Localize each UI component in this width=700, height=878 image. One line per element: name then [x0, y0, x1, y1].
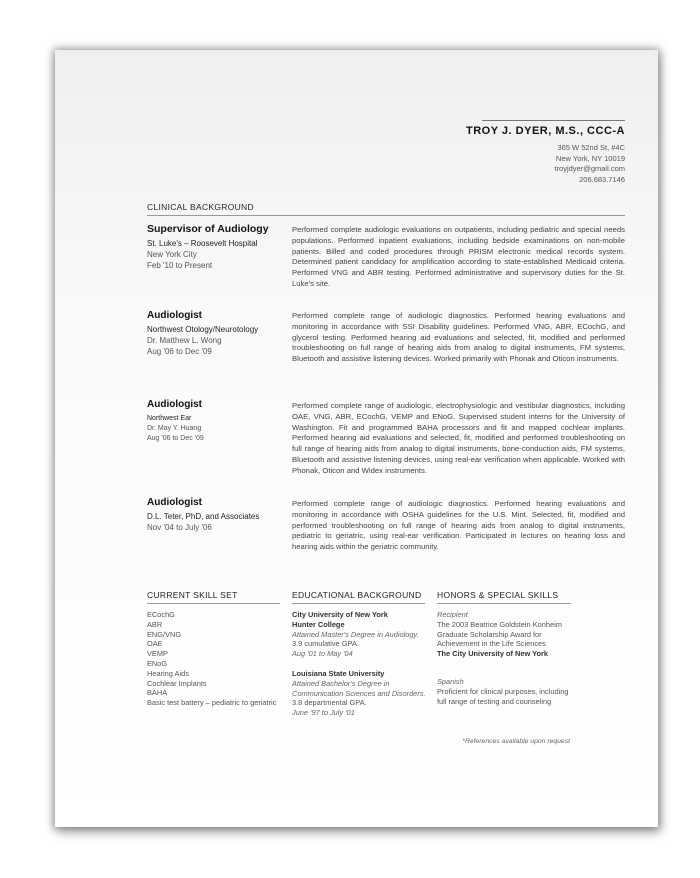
gpa: 3.8 departmental GPA.: [292, 698, 367, 708]
honor-entry-1: [437, 610, 597, 659]
phone: 206.683.7146: [579, 174, 625, 184]
skill-item: OAE: [147, 639, 163, 649]
references-note: *References available upon request: [462, 738, 570, 745]
job-title: Audiologist: [147, 399, 202, 410]
education-section-rule: [292, 603, 425, 604]
honor-line: Achievement in the Life Sciences: [437, 639, 546, 649]
resume-page: [55, 50, 658, 827]
job-description-3: Performed complete range of audiologic, electrophysiologic and vestibular diagnostics, including OAE, VNG, ABR, ECochG, VEMP and ENoG. Supervised student interns for the University of Washington. Fit and programmed BAHA processors and fit and mapped cochlear implants. Performed hearing aid evaluations and selected, fit, modified and performed troubleshooting on full range of hearing aids from analog to digital instruments, bone-conduction aids, FM systems, Bluetooth and assistive listening devices, using real-ear verification when applicable. Worked with Phonak, Oticon and Widex instruments.: [292, 401, 625, 475]
degree-line-1: Attained Bachelor's Degree in: [292, 678, 390, 688]
job-title: Supervisor of Audiology: [147, 223, 269, 235]
header-rule: [482, 120, 625, 121]
skill-item: ENG/VNG: [147, 629, 182, 639]
job-location: New York City: [147, 250, 197, 259]
honors-section-rule: [437, 603, 571, 604]
job-dates: Feb '10 to Present: [147, 261, 213, 270]
school-name: City University of New York: [292, 610, 388, 619]
school-name: Louisiana State University: [292, 669, 385, 678]
degree-line-2: Communication Sciences and Disorders.: [292, 688, 426, 698]
honors-section-title: HONORS & SPECIAL SKILLS: [437, 590, 559, 600]
job-dates: Nov '04 to July '06: [147, 523, 212, 532]
attendance-dates: June '97 to July '01: [292, 708, 355, 718]
skill-line: full range of testing and counseling: [437, 696, 552, 706]
honor-label: Recipient: [437, 610, 468, 619]
honor-institution: The City University of New York: [437, 649, 549, 659]
applicant-name: TROY J. DYER, M.S., CCC-A: [466, 125, 625, 137]
skills-list: [147, 610, 287, 708]
job-entry-4: [147, 497, 287, 533]
honor-entry-2: [437, 677, 597, 706]
skill-label: Spanish: [437, 677, 464, 686]
job-organization: Northwest Ear: [147, 415, 192, 422]
skill-item: BAHA: [147, 688, 168, 698]
skill-item: VEMP: [147, 649, 168, 659]
job-location: Dr. Matthew L. Wong: [147, 336, 222, 345]
job-entry-1: [147, 223, 287, 271]
skill-item: Cochlear Implants: [147, 678, 207, 688]
education-entry-2: [292, 669, 437, 718]
address-line-1: 365 W 52nd St, #4C: [557, 143, 625, 152]
job-description-2: Performed complete range of audiologic diagnostics. Performed hearing evaluations and monitoring in accordance with SSI Disability guidelines. Performed VNG, ABR, ECochG, and glycerol testing. Performed hearing aid evaluations and selected, fit, modified and performed troubleshooting on full range of hearing aids from analog to digital instruments, FM systems, Bluetooth and assistive listening devices. Worked primarily with Phonak and Oticon instruments.: [292, 311, 625, 364]
skills-section-title: CURRENT SKILL SET: [147, 590, 238, 600]
degree: Attained Master's Degree in Audiology.: [292, 629, 419, 639]
attendance-dates: Aug '01 to May '04: [292, 649, 353, 659]
skill-line: Proficient for clinical purposes, including: [437, 686, 569, 696]
clinical-section-rule: [147, 215, 625, 216]
gpa: 3.9 cumulative GPA.: [292, 639, 359, 649]
email: troyjdyer@gmail.com: [554, 164, 625, 173]
job-entry-2: [147, 310, 287, 357]
job-entry-3: [147, 399, 287, 444]
skill-item: Basic test battery – pediatric to geriatric: [147, 698, 277, 708]
skill-item: ECochG: [147, 610, 175, 619]
job-organization: St. Luke's – Roosevelt Hospital: [147, 239, 258, 248]
job-dates: Aug '06 to Dec '09: [147, 347, 212, 356]
job-title: Audiologist: [147, 497, 202, 508]
contact-block: [365, 143, 625, 185]
honor-line: The 2003 Beatrice Goldstein Konheim: [437, 619, 562, 629]
education-section-title: EDUCATIONAL BACKGROUND: [292, 590, 422, 600]
skill-item: Hearing Aids: [147, 668, 189, 678]
resume-header: [365, 125, 625, 185]
school-college: Hunter College: [292, 619, 345, 629]
skills-section-rule: [147, 603, 280, 604]
job-organization: D.L. Teter, PhD, and Associates: [147, 512, 260, 521]
job-organization: Northwest Otology/Neurotology: [147, 325, 259, 334]
job-description-4: Performed complete range of audiologic diagnostics. Performed hearing evaluations and monitoring in accordance with OSHA guidelines for the U.S. Mint. Selected, fit, modified and performed troubleshooting on full range of hearing aids from analog to digital instruments, pediatric to geriatric, using real-ear verification. Participated in lectures on hearing loss and hearing aids within the geriatric community.: [292, 499, 625, 552]
address-line-2: New York, NY 10019: [555, 153, 625, 163]
job-title: Audiologist: [147, 310, 202, 321]
skill-item: ABR: [147, 619, 163, 629]
skill-item: ENoG: [147, 658, 168, 668]
job-description-1: Performed complete audiologic evaluations on outpatients, including pediatric and special needs populations. Performed inpatient evaluations, including bedside examinations on non-mobile patients. Billed and coded procedures through PRISM electronic medical records system. Determined patient candidacy for amplification according to state-established Medicaid criteria. Performed VNG and ABR testing. Performed administrative and supervisory duties for the St. Luke's site.: [292, 225, 625, 288]
job-location: Dr. May Y. Huang: [147, 425, 202, 432]
education-entry-1: [292, 610, 437, 659]
clinical-section-title: CLINICAL BACKGROUND: [147, 202, 254, 212]
honor-line: Graduate Scholarship Award for: [437, 629, 542, 639]
job-dates: Aug '06 to Dec '09: [147, 435, 204, 442]
